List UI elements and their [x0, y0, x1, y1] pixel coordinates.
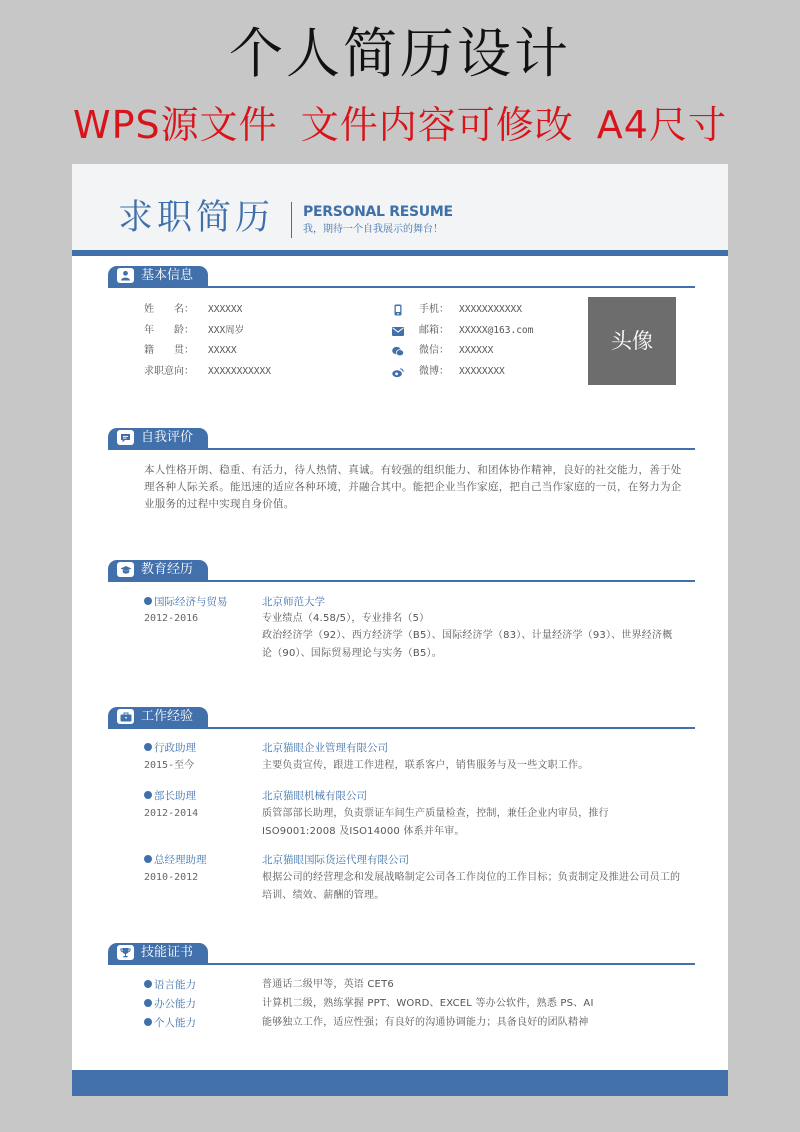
skill-name-label: 个人能力 — [154, 1017, 196, 1029]
bullet-dot — [144, 980, 152, 988]
field-value: XXXXXXXXXXX — [208, 366, 271, 377]
bullet-dot — [144, 999, 152, 1007]
section-title: 教育经历 — [141, 562, 194, 577]
work-title — [144, 789, 196, 803]
section-tab — [108, 266, 208, 286]
graduation-cap-icon — [117, 562, 134, 577]
chat-icon — [117, 430, 134, 445]
brand-slogan: 我，期待一个自我展示的舞台！ — [303, 224, 443, 235]
section-tab — [108, 560, 208, 580]
field-email — [419, 324, 533, 338]
work-desc: 主要负责宣传，跟进工作进程，联系客户，销售服务与及一些文职工作。 — [262, 760, 589, 771]
field-weibo — [419, 365, 505, 379]
section-rule — [108, 963, 695, 965]
field-value: XXXXXX — [459, 345, 494, 356]
bullet-dot — [144, 791, 152, 799]
skill-name — [144, 997, 196, 1011]
education-courses: 政治经济学（92）、西方经济学（B5）、国际经济学（83）、计量经济学（93）、世界经济概论（90）、国际贸易理论与实务（B5）。 — [262, 630, 673, 659]
section-title: 基本信息 — [141, 268, 194, 283]
section-tab — [108, 428, 208, 448]
skill-value: 普通话二级甲等，英语 CET6 — [262, 979, 394, 990]
bullet-dot — [144, 1018, 152, 1026]
section-rule — [108, 448, 695, 450]
field-name — [144, 303, 242, 317]
trophy-icon — [117, 945, 134, 960]
field-value: XXXXX@163.com — [459, 325, 534, 336]
work-title-label: 行政助理 — [154, 742, 196, 754]
brand-title-cn: 求职简历 — [118, 198, 275, 238]
field-value: XXXXXXXX — [459, 366, 505, 377]
brand-divider — [291, 202, 292, 238]
field-label: 邮箱： — [419, 325, 449, 336]
section-header — [108, 428, 695, 450]
resume-header — [72, 164, 728, 250]
work-title-label: 部长助理 — [154, 790, 196, 802]
field-label: 籍 贯： — [144, 345, 194, 356]
section-header — [108, 707, 695, 729]
field-label: 微信： — [419, 345, 449, 356]
work-company: 北京猫眼企业管理有限公司 — [262, 742, 388, 754]
skill-name — [144, 978, 196, 992]
section-header — [108, 266, 695, 288]
field-phone — [419, 303, 522, 317]
work-company: 北京猫眼机械有限公司 — [262, 790, 367, 802]
field-job-intent — [144, 365, 271, 379]
work-date: 2010-2012 — [144, 872, 199, 883]
field-label: 手机： — [419, 304, 449, 315]
section-rule — [108, 727, 695, 729]
avatar-placeholder[interactable]: 头像 — [588, 297, 676, 385]
section-education — [108, 560, 695, 582]
field-value: XXX周岁 — [208, 325, 245, 336]
bullet-dot — [144, 855, 152, 863]
skill-name-label: 办公能力 — [154, 998, 196, 1010]
field-value: XXXXXX — [208, 304, 243, 315]
field-value: XXXXXXXXXXX — [459, 304, 522, 315]
skill-value: 计算机二级，熟练掌握 PPT、WORD、EXCEL 等办公软件，熟悉 PS、AI — [262, 998, 594, 1009]
bullet-dot — [144, 743, 152, 751]
mail-icon — [392, 325, 404, 337]
section-title: 技能证书 — [141, 945, 194, 960]
field-label: 求职意向： — [144, 366, 194, 377]
field-label: 年 龄： — [144, 325, 194, 336]
education-date: 2012-2016 — [144, 613, 199, 624]
section-rule — [108, 580, 695, 582]
work-desc: 质管部部长助理，负责票证车间生产质量检查，控制，兼任企业内审员，推行ISO9001:2008 及ISO14000 体系并年审。 — [262, 808, 609, 837]
section-self-eval — [108, 428, 695, 450]
work-title — [144, 741, 196, 755]
bullet-dot — [144, 597, 152, 605]
skill-name-label: 语言能力 — [154, 979, 196, 991]
section-work — [108, 707, 695, 729]
section-tab — [108, 707, 208, 727]
work-date: 2015-至今 — [144, 760, 195, 771]
work-title-label: 总经理助理 — [154, 854, 207, 866]
promo-title: 个人简历设计 — [229, 22, 571, 85]
wechat-icon — [392, 345, 404, 357]
field-label: 姓 名： — [144, 304, 194, 315]
work-title — [144, 853, 207, 867]
resume-sheet — [72, 164, 728, 1096]
education-major-label: 国际经济与贸易 — [154, 596, 228, 608]
section-basic-info — [108, 266, 695, 288]
education-major — [144, 595, 228, 609]
self-eval-text: 本人性格开朗、稳重、有活力，待人热情、真诚。有较强的组织能力、和团体协作精神，良好的社交能力，善于处理各种人际关系。能迅速的适应各种环境，并融合其中。能把企业当作家庭，把自己当作家庭的一员，在努力为企业服务的过程中实现自身价值。 — [144, 464, 682, 510]
promo-subtitle: WPS源文件 文件内容可修改 A4尺寸 — [73, 103, 727, 147]
field-age — [144, 324, 244, 338]
field-value: XXXXX — [208, 345, 237, 356]
work-company: 北京猫眼国际货运代理有限公司 — [262, 854, 409, 866]
section-title: 工作经验 — [141, 709, 194, 724]
brand-title-en: PERSONAL RESUME — [303, 204, 453, 220]
skill-value: 能够独立工作，适应性强；有良好的沟通协调能力；具备良好的团队精神 — [262, 1017, 589, 1028]
education-gpa: 专业绩点（4.58/5），专业排名（5） — [262, 613, 430, 624]
footer-band — [72, 1070, 728, 1096]
weibo-icon — [392, 366, 404, 378]
user-icon — [117, 268, 134, 283]
section-header — [108, 943, 695, 965]
phone-icon — [392, 304, 404, 316]
field-hometown — [144, 344, 237, 358]
skill-name — [144, 1016, 196, 1030]
section-tab — [108, 943, 208, 963]
briefcase-icon — [117, 709, 134, 724]
section-skills — [108, 943, 695, 965]
work-date: 2012-2014 — [144, 808, 199, 819]
education-school: 北京师范大学 — [262, 596, 325, 608]
field-label: 微博： — [419, 366, 449, 377]
section-rule — [108, 286, 695, 288]
work-desc: 根据公司的经营理念和发展战略制定公司各工作岗位的工作目标；负责制定及推进公司员工的培训、绩效、薪酬的管理。 — [262, 872, 681, 901]
field-wechat — [419, 344, 493, 358]
header-rule — [72, 250, 728, 256]
section-header — [108, 560, 695, 582]
section-title: 自我评价 — [141, 430, 194, 445]
